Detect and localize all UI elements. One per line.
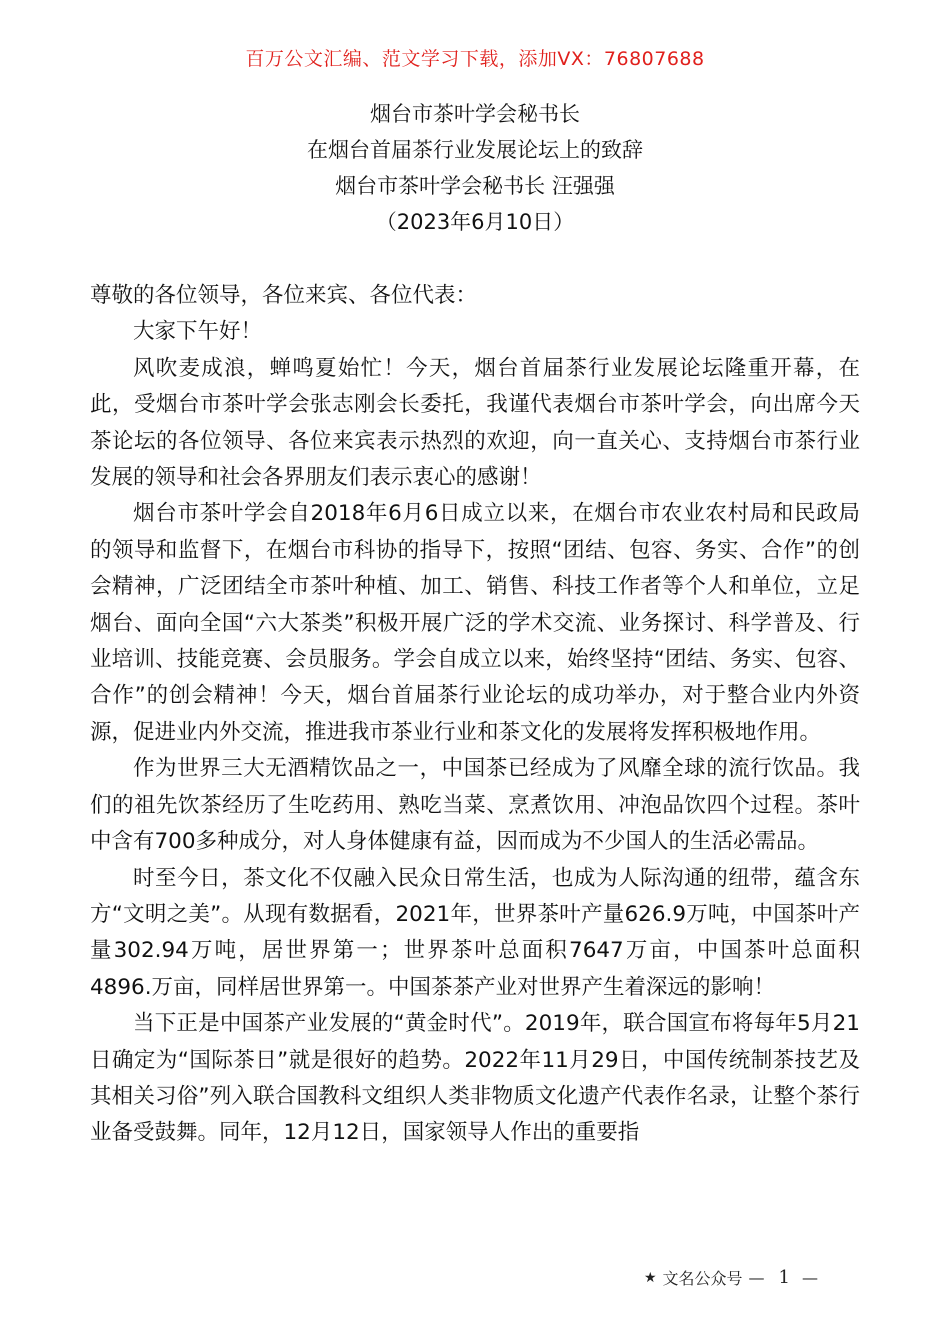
footer-source: 文名公众号 <box>662 1269 743 1288</box>
salutation: 尊敬的各位领导，各位来宾、各位代表： <box>90 283 478 308</box>
title-line-speaker: 烟台市茶叶学会秘书长 汪强强 <box>335 174 615 198</box>
title-block <box>0 96 950 240</box>
paragraph-greeting: 大家下午好！ <box>133 319 263 345</box>
promo-banner[interactable]: 百万公文汇编、范文学习下载，添加VX：76807688 <box>245 48 705 70</box>
paragraph-society-history: 烟台市茶叶学会自2018年6月6日成立以来，在烟台市农业农村局和民政局的领导和监督下，在烟台市科协的指导下，按照“团结、包容、务实、合作”的创会精神，广泛团结全市茶叶种植、加工、销售、科技工作者等个人和单位，立足烟台、面向全国“六大茶类”积极开展广泛的学术交流、业务探讨、科学普及、行业培训、技能竞赛、会员服务。学会自成立以来，始终坚持“团结、务实、包容、合作”的创会精神！今天，烟台首届茶行业论坛的成功举办，对于整合业内外资源，促进业内外交流，推进我市茶业行业和茶文化的发展将发挥积极地作用。 <box>90 501 860 745</box>
paragraph-golden-age: 当下正是中国茶产业发展的“黄金时代”。2019年，联合国宣布将每年5月21日确定为“国际茶日”就是很好的趋势。2022年11月29日，中国传统制茶技艺及其相关习俗”列入联合国教科文组织人类非物质文化遗产代表作名录，让整个茶行业备受鼓舞。同年，12月12日，国家领导人作出的重要指 <box>90 1011 860 1146</box>
page-number: 1 <box>778 1267 790 1288</box>
paragraph-tea-beverage: 作为世界三大无酒精饮品之一，中国茶已经成为了风靡全球的流行饮品。我们的祖先饮茶经历了生吃药用、熟吃当菜、烹煮饮用、冲泡品饮四个过程。茶叶中含有700多种成分，对人身体健康有益，因而成为不少国人的生活必需品。 <box>90 756 860 855</box>
title-line-organization: 烟台市茶叶学会秘书长 <box>370 102 580 126</box>
star-icon: ★ <box>643 1269 657 1286</box>
title-line-date: （2023年6月10日） <box>375 210 575 234</box>
title-line-speech-title: 在烟台首届茶行业发展论坛上的致辞 <box>307 138 643 162</box>
paragraph-opening: 风吹麦成浪，蝉鸣夏始忙！今天，烟台首届茶行业发展论坛隆重开幕，在此，受烟台市茶叶学会张志刚会长委托，我谨代表烟台市茶叶学会，向出席今天茶论坛的各位领导、各位来宾表示热烈的欢迎，向一直关心、支持烟台市茶行业发展的领导和社会各界朋友们表示衷心的感谢！ <box>90 355 860 491</box>
footer-dash-right: — <box>802 1268 820 1287</box>
footer-dash-left: — <box>748 1268 767 1287</box>
speech-body <box>90 278 860 1152</box>
paragraph-tea-culture: 时至今日，茶文化不仅融入民众日常生活，也成为人际沟通的纽带，蕴含东方“文明之美”。从现有数据看，2021年，世界茶叶产量626.9万吨，中国茶叶产量302.94万吨，居世界第一；世界茶叶总面积7647万亩，中国茶叶总面积4896.万亩，同样居世界第一。中国茶茶产业对世界产生着深远的影响！ <box>90 865 860 1000</box>
page-footer <box>644 1266 820 1289</box>
